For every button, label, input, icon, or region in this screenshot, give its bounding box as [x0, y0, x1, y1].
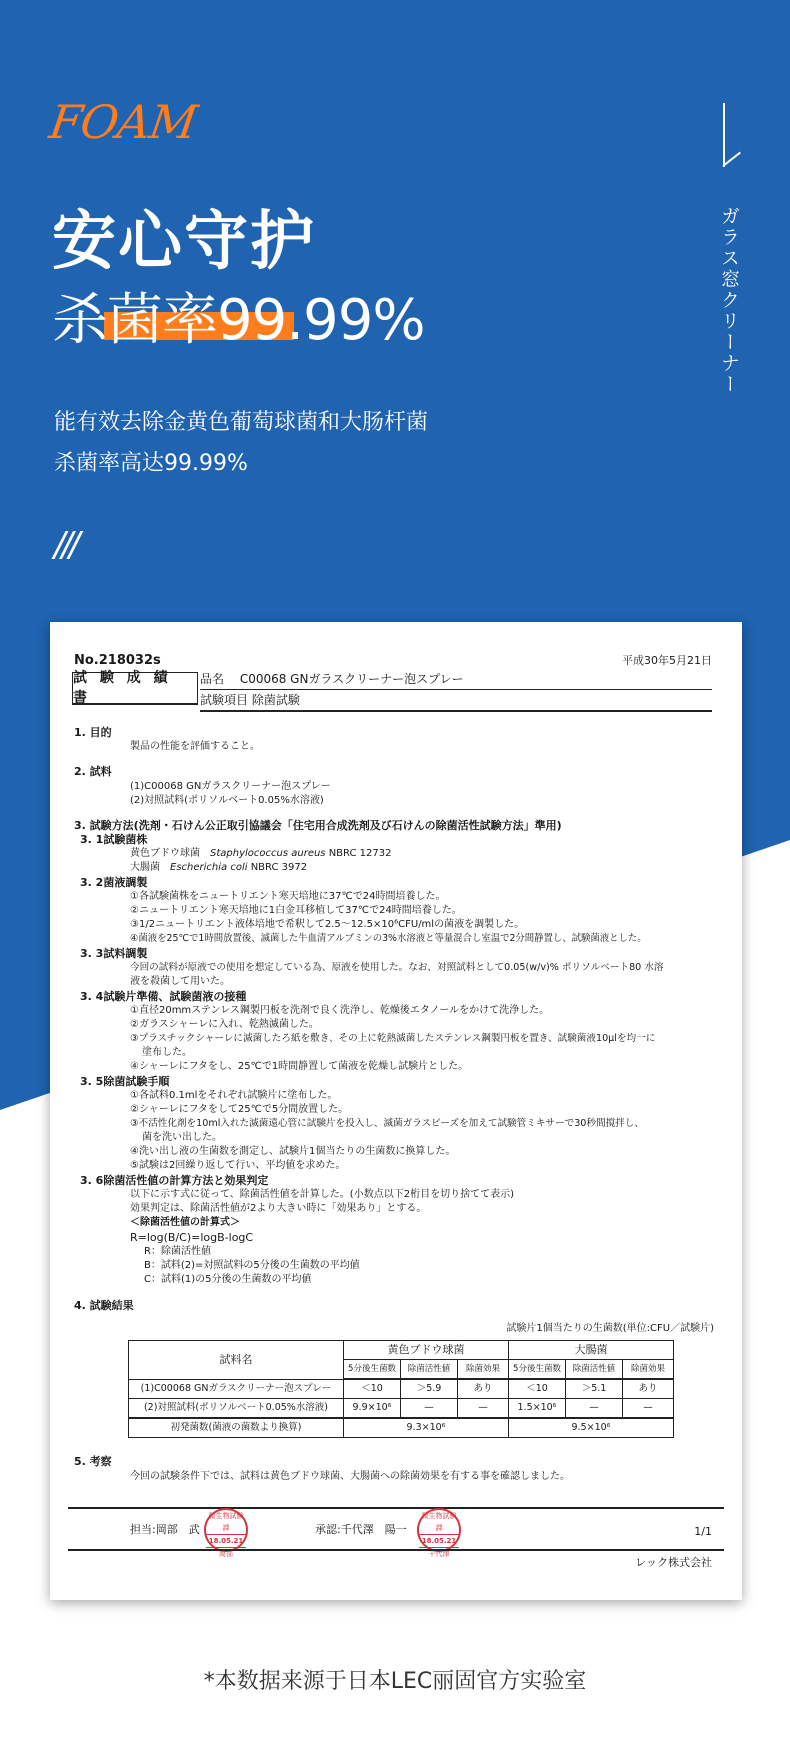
cell: 9.9×10⁶ — [344, 1399, 401, 1419]
corner-line-decoration — [723, 103, 725, 167]
cell: ＜10 — [344, 1379, 401, 1399]
section-5-heading: 5. 考察 — [74, 1455, 112, 1468]
step: ④シャーレにフタをし、25℃で1時間静置して菌液を乾燥し試験片とした。 — [130, 1061, 469, 1072]
step: ①各試料0.1mlをそれぞれ試験片に塗布した。 — [130, 1090, 338, 1101]
approval-stamp-2: 微生物試験課 18.05.21 千代澤 — [417, 1508, 461, 1552]
step: 塗布した。 — [142, 1047, 192, 1058]
report-title: 試 験 成 績 書 — [72, 672, 198, 705]
brand-logo: FOAM — [46, 95, 200, 149]
step: ④菌液を25℃で1時間放置後、滅菌した牛血清アルブミンの3%水溶液と等量混合し室温で2分間静置し、試験菌液とした。 — [130, 933, 647, 944]
step: ④洗い出し液の生菌数を測定し、試験片1個当たりの生菌数に換算した。 — [130, 1146, 456, 1157]
section-4-heading: 4. 試験結果 — [74, 1299, 134, 1312]
header-group-staphylococcus: 黄色ブドウ球菌 — [344, 1341, 509, 1360]
formula-title: ＜除菌活性値の計算式＞ — [130, 1217, 240, 1228]
text-line: 以下に示す式に従って、除菌活性値を計算した。(小数点以下2桁目を切り捨てて表示) — [130, 1189, 514, 1200]
subheader-effect: 除菌効果 — [623, 1360, 674, 1380]
product-name: 品名 C00068 GNガラスクリーナー泡スプレー — [200, 671, 712, 690]
table-row — [129, 1399, 674, 1419]
cell: あり — [458, 1379, 509, 1399]
header-group-ecoli: 大腸菌 — [509, 1341, 674, 1360]
section-1-heading: 1. 目的 — [74, 726, 112, 739]
text-line: 効果判定は、除菌活性値が2より大きい時に「効果あり」とする。 — [130, 1203, 427, 1214]
formula-legend-r: R：除菌活性値 — [144, 1246, 211, 1257]
formula-legend-c: C：試料(1)の5分後の生菌数の平均値 — [144, 1274, 312, 1285]
cell: あり — [623, 1379, 674, 1399]
step: ②ニュートリエント寒天培地に1白金耳移植して37℃で24時間培養した。 — [130, 905, 462, 916]
step: ①各試験菌株をニュートリエント寒天培地に37℃で24時間培養した。 — [130, 891, 446, 902]
formula: R=log(B/C)=logB-logC — [130, 1231, 254, 1244]
step: ③不活性化剤を10ml入れた滅菌遠心管に試験片を投入し、滅菌ガラスビーズを加えて試験管ミキサーで30秒間撹拌し、 — [130, 1118, 644, 1129]
section-3-2-heading: 3. 2菌液調製 — [80, 876, 148, 889]
subheader-effect: 除菌効果 — [458, 1360, 509, 1380]
description-line-2: 杀菌率高达99.99% — [54, 451, 248, 476]
cell-sample: (1)C00068 GNガラスクリーナー泡スプレー — [129, 1379, 344, 1399]
section-3-4-heading: 3. 4試験片準備、試験菌液の接種 — [80, 990, 247, 1003]
text-line: 液を殺菌して用いた。 — [130, 976, 230, 987]
cell-sample: 初発菌数(菌液の菌数より換算) — [129, 1418, 344, 1438]
table-row — [129, 1418, 674, 1438]
description-line-1: 能有效去除金黄色葡萄球菌和大肠杆菌 — [54, 410, 429, 435]
section-3-1-heading: 3. 1試験菌株 — [80, 833, 148, 846]
subheader-value: 除菌活性値 — [566, 1360, 623, 1380]
approver: 承認:千代澤 陽一 — [315, 1523, 407, 1536]
signature-divider-bottom — [68, 1549, 724, 1551]
step: ②ガラスシャーレに入れ、乾熱滅菌した。 — [130, 1019, 319, 1030]
cell: 9.5×10⁶ — [509, 1418, 674, 1438]
approval-stamp-1: 微生物試験課 18.05.21 岡部 — [204, 1508, 248, 1552]
report-number: No.218032s — [74, 653, 161, 668]
sample-1: (1)C00068 GNガラスクリーナー泡スプレー — [130, 781, 331, 792]
sample-2: (2)対照試料(ポリソルベート0.05%水溶液) — [130, 795, 324, 806]
headline: 安心守护 — [52, 205, 316, 279]
company-name: レック株式会社 — [635, 1556, 712, 1569]
subheader-count: 5分後生菌数 — [344, 1360, 401, 1380]
cell: — — [566, 1399, 623, 1419]
subheader-value: 除菌活性値 — [401, 1360, 458, 1380]
cell: 9.3×10⁶ — [344, 1418, 509, 1438]
slash-decoration: /// — [54, 525, 77, 565]
formula-legend-b: B：試料(2)=対照試料の5分後の生菌数の平均値 — [144, 1260, 360, 1271]
strain-2: 大腸菌 Escherichia coli NBRC 3972 — [130, 862, 308, 873]
strain-1: 黄色ブドウ球菌 Staphylococcus aureus NBRC 12732 — [130, 848, 392, 859]
section-3-6-heading: 3. 6除菌活性値の計算方法と効果判定 — [80, 1174, 269, 1187]
step: ⑤試験は2回繰り返して行い、平均値を求めた。 — [130, 1160, 346, 1171]
cell: ＜10 — [509, 1379, 566, 1399]
cell: ＞5.9 — [401, 1379, 458, 1399]
signature-divider-top — [68, 1507, 724, 1509]
test-item: 試験項目 除菌試験 — [200, 692, 712, 712]
step: ③プラスチックシャーレに滅菌したろ紙を敷き、その上に乾熱滅菌したステンレス鋼製円板を置き、試験菌液10μlを均一に — [130, 1033, 656, 1044]
test-report-document — [50, 622, 742, 1600]
cell: — — [623, 1399, 674, 1419]
cell: ＞5.1 — [566, 1379, 623, 1399]
step: ①直径20mmステンレス鋼製円板を洗剤で良く洗浄し、乾燥後エタノールをかけて洗浄した。 — [130, 1005, 550, 1016]
section-3-5-heading: 3. 5除菌試験手順 — [80, 1075, 170, 1088]
cell: 1.5×10⁶ — [509, 1399, 566, 1419]
section-5-text: 今回の試験条件下では、試料は黄色ブドウ球菌、大腸菌への除菌効果を有する事を確認しました。 — [130, 1471, 570, 1482]
section-1-text: 製品の性能を評価すること。 — [130, 741, 260, 752]
text-line: 今回の試料が原液での使用を想定している為、原液を使用した。なお、対照試料として0.05(w/v)% ポリソルベート80 水溶 — [130, 962, 664, 973]
page-number: 1/1 — [694, 1525, 712, 1538]
cell: — — [458, 1399, 509, 1419]
result-unit-note: 試験片1個当たりの生菌数(単位:CFU／試験片) — [506, 1323, 714, 1334]
results-table — [128, 1340, 674, 1438]
footer-note: *本数据来源于日本LEC丽固官方实验室 — [203, 1669, 587, 1694]
subheadline: 杀菌率99.99% — [52, 288, 425, 353]
step: ②シャーレにフタをして25℃で5分間放置した。 — [130, 1104, 349, 1115]
person-in-charge: 担当:岡部 武 — [130, 1523, 200, 1536]
subheader-count: 5分後生菌数 — [509, 1360, 566, 1380]
cell: — — [401, 1399, 458, 1419]
vertical-product-text: ガラス窓クリーナー — [718, 206, 740, 395]
section-3-heading: 3. 試験方法(洗剤・石けん公正取引協議会「住宅用合成洗剤及び石けんの除菌活性試験方法」準用) — [74, 819, 562, 832]
section-3-3-heading: 3. 3試料調製 — [80, 947, 148, 960]
section-2-heading: 2. 試料 — [74, 765, 112, 778]
cell-sample: (2)対照試料(ポリソルベート0.05%水溶液) — [129, 1399, 344, 1419]
table-row — [129, 1379, 674, 1399]
report-date: 平成30年5月21日 — [622, 654, 712, 667]
step: ③1/2ニュートリエント液体培地で希釈して2.5～12.5×10⁶CFU/mlの菌液を調製した。 — [130, 919, 525, 930]
step: 菌を洗い出した。 — [142, 1132, 222, 1143]
header-sample: 試料名 — [129, 1341, 344, 1380]
